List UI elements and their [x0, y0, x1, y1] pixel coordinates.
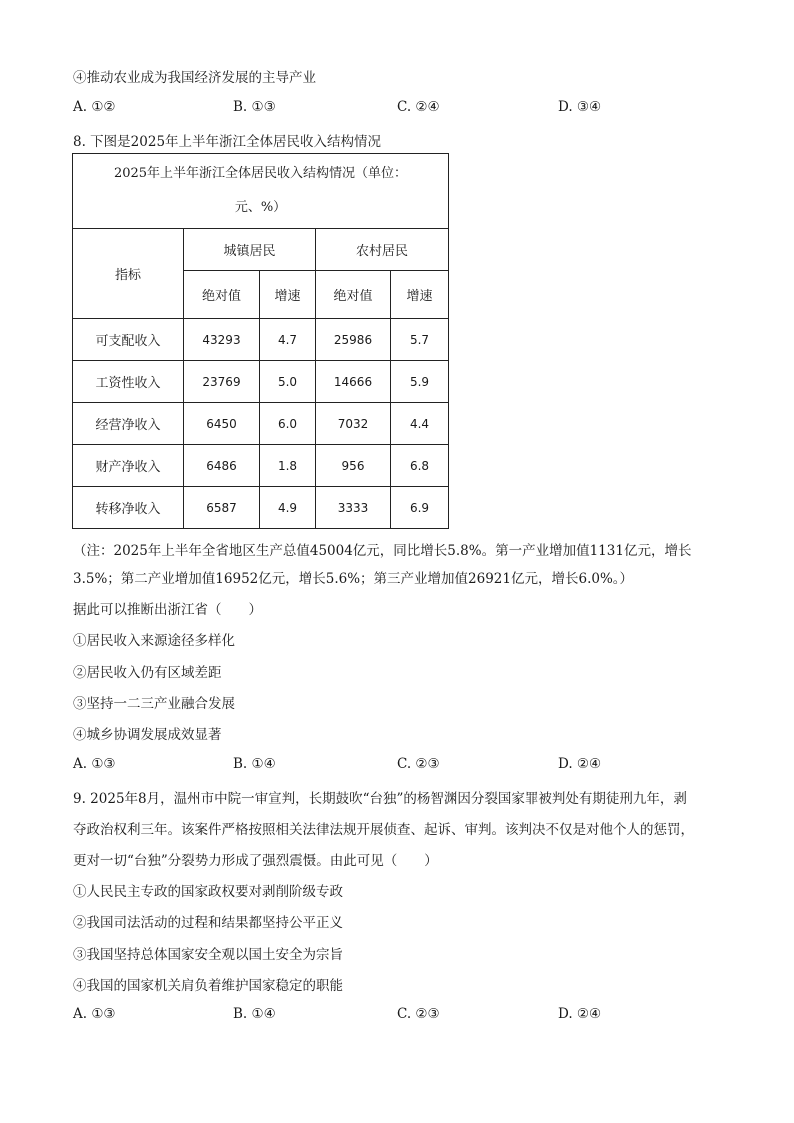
q7-option-c: C. ②④: [397, 99, 440, 115]
q8-item-3: ③坚持一二三产业融合发展: [73, 696, 235, 712]
urban-growth-cell: 5.0: [260, 361, 316, 403]
row-label: 转移净收入: [73, 487, 184, 529]
urban-abs-cell: 6587: [184, 487, 260, 529]
header-indicator: 指标: [73, 229, 184, 319]
subheader-rural-abs: 绝对值: [316, 271, 391, 319]
q9-item-2: ②我国司法活动的过程和结果都坚持公平正义: [73, 915, 343, 931]
table-row: [73, 361, 449, 403]
subheader-urban-growth: 增速: [260, 271, 316, 319]
rural-abs-cell: 7032: [316, 403, 391, 445]
q9-stem-line-3: 更对一切“台独”分裂势力形成了强烈震慑。由此可见（ ）: [73, 853, 438, 869]
q8-note-line-1: （注：2025年上半年全省地区生产总值45004亿元，同比增长5.8%。第一产业增加值1131亿元，增长: [73, 543, 692, 559]
q9-item-1: ①人民民主专政的国家政权要对剥削阶级专政: [73, 884, 343, 900]
table-row: [73, 445, 449, 487]
q8-option-c: C. ②③: [397, 756, 440, 772]
rural-growth-cell: 5.9: [391, 361, 449, 403]
q8-question: 据此可以推断出浙江省（ ）: [73, 602, 262, 618]
urban-growth-cell: 6.0: [260, 403, 316, 445]
rural-growth-cell: 5.7: [391, 319, 449, 361]
rural-growth-cell: 6.8: [391, 445, 449, 487]
row-label: 经营净收入: [73, 403, 184, 445]
q9-stem-line-1: 9. 2025年8月，温州市中院一审宣判，长期鼓吹“台独”的杨智渊因分裂国家罪被判处有期徒刑九年，剥: [73, 791, 687, 807]
q7-option-a: A. ①②: [73, 99, 116, 115]
table-caption: [73, 154, 449, 229]
row-label: 工资性收入: [73, 361, 184, 403]
table-row: [73, 403, 449, 445]
q8-option-a: A. ①③: [73, 756, 116, 772]
urban-abs-cell: 6486: [184, 445, 260, 487]
urban-abs-cell: 6450: [184, 403, 260, 445]
q8-item-1: ①居民收入来源途径多样化: [73, 633, 235, 649]
q8-option-b: B. ①④: [233, 756, 276, 772]
q7-item-4: ④推动农业成为我国经济发展的主导产业: [73, 70, 316, 86]
row-label: 财产净收入: [73, 445, 184, 487]
q8-item-2: ②居民收入仍有区域差距: [73, 665, 222, 681]
q8-option-d: D. ②④: [558, 756, 602, 772]
q8-item-4: ④城乡协调发展成效显著: [73, 727, 222, 743]
urban-growth-cell: 1.8: [260, 445, 316, 487]
rural-growth-cell: 4.4: [391, 403, 449, 445]
subheader-rural-growth: 增速: [391, 271, 449, 319]
income-table: [72, 153, 449, 529]
q7-option-d: D. ③④: [558, 99, 602, 115]
q8-note-line-2: 3.5%；第二产业增加值16952亿元，增长5.6%；第三产业增加值26921亿元，增长6.0%。）: [73, 571, 634, 587]
table-row: [73, 487, 449, 529]
q9-option-b: B. ①④: [233, 1006, 276, 1022]
rural-abs-cell: 14666: [316, 361, 391, 403]
urban-growth-cell: 4.9: [260, 487, 316, 529]
rural-growth-cell: 6.9: [391, 487, 449, 529]
table-row: [73, 319, 449, 361]
q9-item-3: ③我国坚持总体国家安全观以国土安全为宗旨: [73, 947, 343, 963]
urban-abs-cell: 23769: [184, 361, 260, 403]
urban-abs-cell: 43293: [184, 319, 260, 361]
rural-abs-cell: 3333: [316, 487, 391, 529]
table-caption-line-2: 元、%）: [234, 200, 287, 215]
q9-stem-line-2: 夺政治权利三年。该案件严格按照相关法律法规开展侦查、起诉、审判。该判决不仅是对他个人的惩罚，: [73, 822, 694, 838]
rural-abs-cell: 956: [316, 445, 391, 487]
header-rural: 农村居民: [316, 229, 449, 271]
rural-abs-cell: 25986: [316, 319, 391, 361]
q9-option-a: A. ①③: [73, 1006, 116, 1022]
row-label: 可支配收入: [73, 319, 184, 361]
table-caption-line-1: 2025年上半年浙江全体居民收入结构情况（单位：: [113, 166, 408, 181]
q8-stem: 8. 下图是2025年上半年浙江全体居民收入结构情况: [73, 134, 382, 150]
urban-growth-cell: 4.7: [260, 319, 316, 361]
header-urban: 城镇居民: [184, 229, 316, 271]
q9-option-d: D. ②④: [558, 1006, 602, 1022]
q9-option-c: C. ②③: [397, 1006, 440, 1022]
q9-item-4: ④我国的国家机关肩负着维护国家稳定的职能: [73, 978, 343, 994]
subheader-urban-abs: 绝对值: [184, 271, 260, 319]
q7-option-b: B. ①③: [233, 99, 276, 115]
